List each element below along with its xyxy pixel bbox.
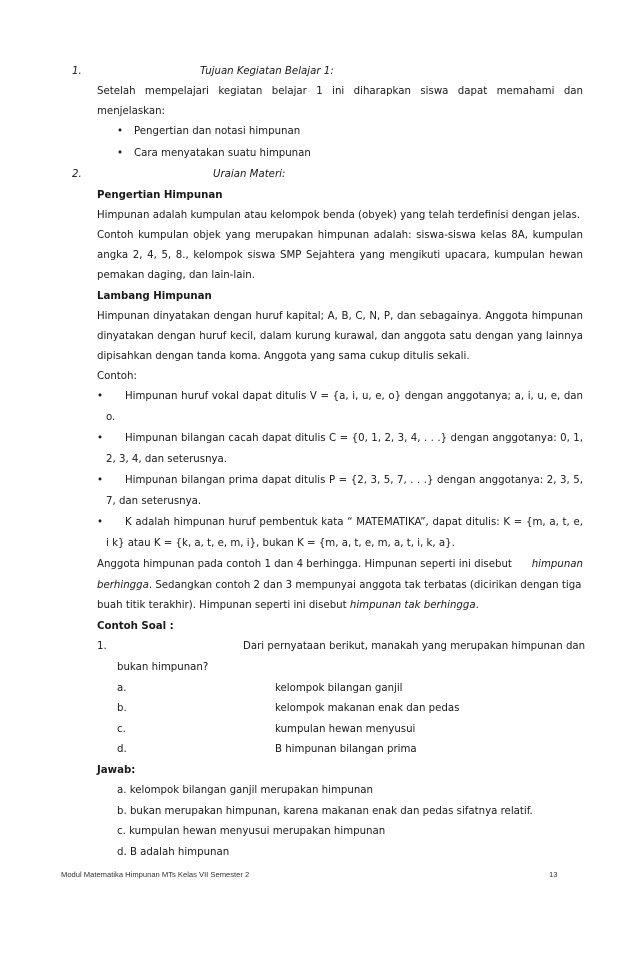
option-letter: a. [117, 683, 127, 694]
pengertian-line: Contoh kumpulan objek yang merupakan himpunan adalah: siswa-siswa kelas 8A, kumpulan [97, 230, 583, 241]
bullet-icon: • [97, 433, 104, 444]
term-himpunan: himpunan [531, 559, 583, 570]
option-letter: c. [117, 724, 126, 735]
option-text: kelompok bilangan ganjil [275, 683, 403, 694]
option-letter: b. [117, 703, 127, 714]
berhingga-line-1 [97, 559, 583, 570]
example-line: Himpunan huruf vokal dapat ditulis V = {a, i, u, e, o} dengan anggotanya; a, i, u, e, dan [125, 391, 583, 402]
bullet-icon: • [117, 148, 124, 159]
pengertian-line: Himpunan adalah kumpulan atau kelompok benda (obyek) yang telah terdefinisi dengan jelas. [97, 210, 580, 221]
answer-line: b. bukan merupakan himpunan, karena makanan enak dan pedas sifatnya relatif. [117, 806, 533, 817]
lambang-line: dinyatakan dengan huruf kecil, dalam kurung kurawal, dan anggota satu dengan yang lainnya [97, 331, 583, 342]
bullet-icon: • [97, 391, 104, 402]
berhingga-line-3 [97, 600, 479, 611]
berhingga-line-2 [97, 580, 581, 591]
example-line: Himpunan bilangan prima dapat ditulis P = {2, 3, 5, 7, . . .} dengan anggotanya: 2, 3, 5, [125, 475, 583, 486]
section-2-number: 2. [72, 169, 82, 180]
section-1-intro-line-1: Setelah mempelajari kegiatan belajar 1 ini diharapkan siswa dapat memahami dan [97, 86, 583, 97]
example-line: Himpunan bilangan cacah dapat ditulis C = {0, 1, 2, 3, 4, . . .} dengan anggotanya: 0, 1, [125, 433, 583, 444]
section-2-title: Uraian Materi: [213, 169, 286, 180]
section-1-title: Tujuan Kegiatan Belajar 1: [200, 66, 334, 77]
question-text-line-2: bukan himpunan? [117, 662, 209, 673]
answer-line: d. B adalah himpunan [117, 847, 230, 858]
berhingga-line-2-text: . Sedangkan contoh 2 dan 3 mempunyai anggota tak terbatas (dicirikan dengan tiga [148, 580, 582, 591]
lambang-heading: Lambang Himpunan [97, 291, 212, 302]
bullet-icon: • [117, 126, 124, 137]
lambang-line: dipisahkan dengan tanda koma. Anggota yang sama cukup ditulis sekali. [97, 351, 470, 362]
pengertian-line: angka 2, 4, 5, 8., kelompok siswa SMP Sejahtera yang mengikuti upacara, kumpulan hewan [97, 250, 583, 261]
option-text: kumpulan hewan menyusui [275, 724, 416, 735]
jawab-heading: Jawab: [97, 765, 136, 776]
berhingga-line-3-end: . [475, 600, 479, 611]
example-line: 2, 3, 4, dan seterusnya. [106, 454, 228, 465]
question-number: 1. [97, 641, 107, 652]
answer-line: a. kelompok bilangan ganjil merupakan himpunan [117, 785, 373, 796]
page-number: 13 [549, 870, 558, 879]
pengertian-line: pemakan daging, dan lain-lain. [97, 270, 256, 281]
option-text: kelompok makanan enak dan pedas [275, 703, 460, 714]
bullet-icon: • [97, 475, 104, 486]
example-line: K adalah himpunan huruf pembentuk kata “ MATEMATIKA”, dapat ditulis: K = {m, a, t, e, [125, 517, 583, 528]
example-line: o. [106, 412, 116, 423]
bullet-icon: • [97, 517, 104, 528]
option-letter: d. [117, 744, 127, 755]
objective-item: Pengertian dan notasi himpunan [134, 126, 301, 137]
footer-title: Modul Matematika Himpunan MTs Kelas VII Semester 2 [61, 870, 250, 879]
term-berhingga: berhingga [97, 580, 149, 591]
objective-item: Cara menyatakan suatu himpunan [134, 148, 311, 159]
term-tak-berhingga: himpunan tak berhingga [349, 600, 476, 611]
section-1-number: 1. [72, 66, 82, 77]
question-text-line-1: Dari pernyataan berikut, manakah yang merupakan himpunan dan [243, 641, 586, 652]
contoh-label: Contoh: [97, 371, 137, 382]
example-line: 7, dan seterusnya. [106, 496, 202, 507]
section-1-intro-line-2: menjelaskan: [97, 106, 165, 117]
pengertian-heading: Pengertian Himpunan [97, 190, 223, 201]
option-text: B himpunan bilangan prima [275, 744, 417, 755]
lambang-line: Himpunan dinyatakan dengan huruf kapital; A, B, C, N, P, dan sebagainya. Anggota himpunan [97, 311, 583, 322]
berhingga-line-3-text: buah titik terakhir). Himpunan seperti ini disebut [97, 600, 350, 611]
example-line: i k} atau K = {k, a, t, e, m, i}, bukan K = {m, a, t, e, m, a, t, i, k, a}. [106, 538, 455, 549]
contoh-soal-heading: Contoh Soal : [97, 621, 174, 632]
berhingga-line-1-text: Anggota himpunan pada contoh 1 dan 4 berhingga. Himpunan seperti ini disebut [97, 559, 512, 570]
answer-line: c. kumpulan hewan menyusui merupakan himpunan [117, 826, 386, 837]
